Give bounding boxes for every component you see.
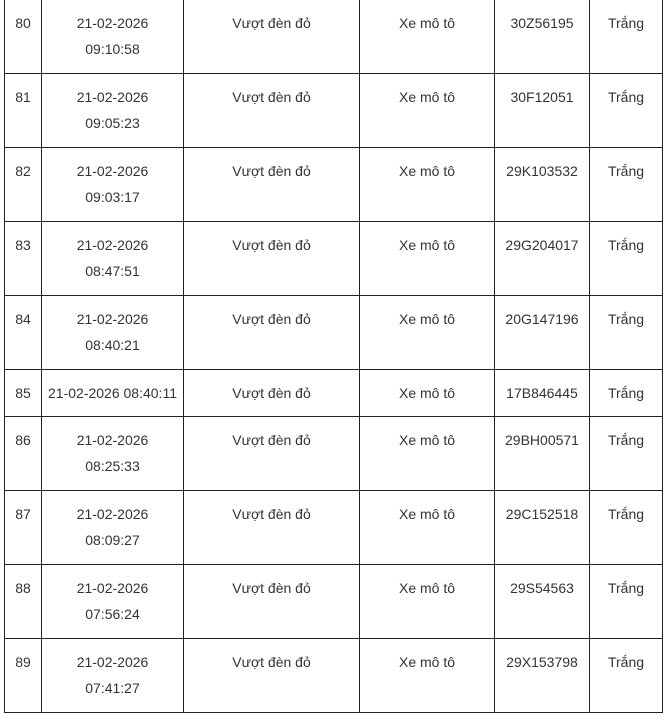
violation-type: Vượt đèn đỏ (184, 148, 360, 222)
vehicle-type: Xe mô tô (360, 74, 495, 148)
violation-type: Vượt đèn đỏ (184, 639, 360, 713)
license-plate: 29K103532 (495, 148, 590, 222)
violation-type: Vượt đèn đỏ (184, 417, 360, 491)
violation-time: 21-02-2026 09:10:58 (42, 0, 184, 74)
plate-color: Trắng (590, 370, 663, 417)
violation-time: 21-02-2026 09:03:17 (42, 148, 184, 222)
license-plate: 17B846445 (495, 370, 590, 417)
table-row (5, 417, 663, 491)
table-row (5, 491, 663, 565)
vehicle-type: Xe mô tô (360, 148, 495, 222)
vehicle-type: Xe mô tô (360, 0, 495, 74)
violation-time: 21-02-2026 07:56:24 (42, 565, 184, 639)
violation-time: 21-02-2026 07:41:27 (42, 639, 184, 713)
vehicle-type: Xe mô tô (360, 417, 495, 491)
vehicle-type: Xe mô tô (360, 639, 495, 713)
row-number: 89 (5, 639, 42, 713)
plate-color: Trắng (590, 0, 663, 74)
violation-type: Vượt đèn đỏ (184, 370, 360, 417)
row-number: 85 (5, 370, 42, 417)
violation-type: Vượt đèn đỏ (184, 565, 360, 639)
plate-color: Trắng (590, 74, 663, 148)
plate-color: Trắng (590, 639, 663, 713)
violation-type: Vượt đèn đỏ (184, 296, 360, 370)
violation-type: Vượt đèn đỏ (184, 0, 360, 74)
plate-color: Trắng (590, 417, 663, 491)
violation-time: 21-02-2026 08:25:33 (42, 417, 184, 491)
license-plate: 30F12051 (495, 74, 590, 148)
license-plate: 30Z56195 (495, 0, 590, 74)
violation-time: 21-02-2026 08:09:27 (42, 491, 184, 565)
table-row (5, 296, 663, 370)
violation-time: 21-02-2026 08:47:51 (42, 222, 184, 296)
violation-type: Vượt đèn đỏ (184, 222, 360, 296)
row-number: 81 (5, 74, 42, 148)
row-number: 88 (5, 565, 42, 639)
license-plate: 29G204017 (495, 222, 590, 296)
violation-type: Vượt đèn đỏ (184, 74, 360, 148)
row-number: 82 (5, 148, 42, 222)
table-row (5, 0, 663, 74)
violation-time: 21-02-2026 08:40:11 (42, 370, 184, 417)
license-plate: 29BH00571 (495, 417, 590, 491)
table-row (5, 74, 663, 148)
plate-color: Trắng (590, 148, 663, 222)
violation-time: 21-02-2026 08:40:21 (42, 296, 184, 370)
violation-type: Vượt đèn đỏ (184, 491, 360, 565)
row-number: 80 (5, 0, 42, 74)
plate-color: Trắng (590, 222, 663, 296)
license-plate: 29C152518 (495, 491, 590, 565)
table-row (5, 148, 663, 222)
violations-table (4, 0, 663, 713)
license-plate: 29S54563 (495, 565, 590, 639)
plate-color: Trắng (590, 565, 663, 639)
vehicle-type: Xe mô tô (360, 565, 495, 639)
vehicle-type: Xe mô tô (360, 222, 495, 296)
plate-color: Trắng (590, 296, 663, 370)
table-row (5, 565, 663, 639)
license-plate: 20G147196 (495, 296, 590, 370)
license-plate: 29X153798 (495, 639, 590, 713)
vehicle-type: Xe mô tô (360, 491, 495, 565)
violation-time: 21-02-2026 09:05:23 (42, 74, 184, 148)
row-number: 83 (5, 222, 42, 296)
table-row (5, 639, 663, 713)
table-row (5, 222, 663, 296)
table-row (5, 370, 663, 417)
vehicle-type: Xe mô tô (360, 370, 495, 417)
row-number: 87 (5, 491, 42, 565)
vehicle-type: Xe mô tô (360, 296, 495, 370)
row-number: 86 (5, 417, 42, 491)
plate-color: Trắng (590, 491, 663, 565)
row-number: 84 (5, 296, 42, 370)
